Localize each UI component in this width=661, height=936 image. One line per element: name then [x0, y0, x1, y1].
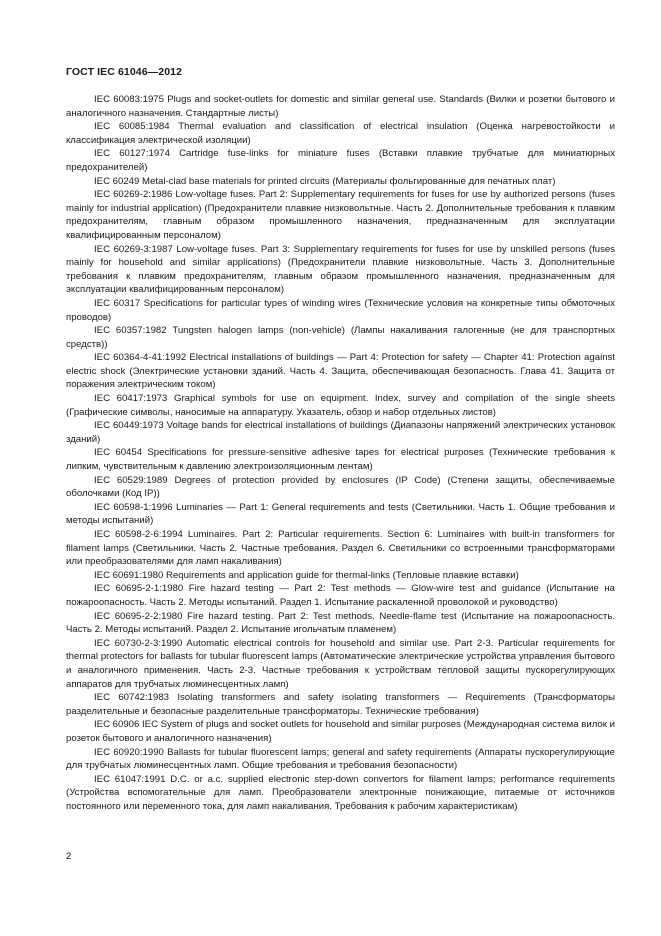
reference-item: IEC 60691:1980 Requirements and application guide for thermal-links (Тепловые плавкие вставки) [94, 569, 519, 581]
reference-item: IEC 60127:1974 Cartridge fuse-links for miniature fuses (Вставки плавкие трубчатые для миниатюрных предохранителей) [66, 148, 615, 173]
reference-item: IEC 60598-2-6:1994 Luminaires. Part 2: Particular requirements. Section 6: Luminaires with built-in transformers for filament lamps (Светильники. Часть 2. Частные требования. Раздел 6. Светильники со встроенными трансформаторами или преобразователями для ламп накаливания) [66, 529, 615, 568]
reference-item: IEC 60357:1982 Tungsten halogen lamps (non-vehicle) (Лампы накаливания галогенные (не для транспортных средств)) [66, 325, 615, 350]
reference-item: IEC 60083:1975 Plugs and socket-outlets for domestic and similar general use. Standards (Вилки и розетки бытового и аналогичного назначения. Стандартные листы) [66, 94, 615, 119]
reference-item: IEC 60364-4-41:1992 Electrical installations of buildings — Part 4: Protection for safety — Chapter 41: Protection against electric shock (Электрические установки зданий. Часть 4. Защита, обеспечивающая безопасность. Глава 41. Защита от поражения электрическим током) [66, 352, 615, 391]
reference-item: IEC 60317 Specifications for particular types of winding wires (Технические условия на конкретные типы обмоточных проводов) [66, 297, 615, 323]
reference-item: IEC 60598-1:1996 Luminaries — Part 1: General requirements and tests (Светильники. Часть 1. Общие требования и методы испытаний) [66, 501, 615, 527]
reference-item: IEC 60454 Specifications for pressure-sensitive adhesive tapes for electrical purposes (Технические требования к липким, чувствительным к давлению электроизоляционным лентам) [66, 447, 615, 473]
reference-item: IEC 60249 Metal-clad base materials for printed circuits (Материалы фольгированные для печатных плат) [94, 175, 556, 187]
reference-item: IEC 60417:1973 Graphical symbols for use on equipment. Index, survey and compilation of the single sheets (Графические символы, наносимые на аппаратуру. Указатель, обзор и набор отдельных листов) [66, 393, 615, 418]
reference-item: IEC 60449:1973 Voltage bands for electrical installations of buildings (Диапазоны напряжений электрических установок зданий) [66, 420, 615, 445]
reference-item: IEC 60269-3:1987 Low-voltage fuses. Part 3: Supplementary requirements for fuses for use by unskilled persons (fuses mainly for household and similar applications) (Предохранители плавкие низковольтные. Часть 3. Дополнительные требования к плавким предохранителям, главным образом промышленного назначения, предназначенным для эксплуатации квалифицированным персоналом) [66, 243, 615, 296]
document-header: ГОСТ IEC 61046—2012 [66, 66, 183, 78]
reference-item: IEC 60730-2-3:1990 Automatic electrical controls for household and similar use. Part 2-3. Particular requirements for thermal protectors for ballasts for tubular fluorescent lamps (Автоматические электрические устройства управления бытового и аналогичного применения. Часть 2-3. Частные требования к устройствам тепловой защиты пускорегулирующих аппаратов для трубчатых люминесцентных ламп) [66, 637, 615, 690]
reference-list [66, 93, 615, 813]
reference-item: IEC 60695-2-2:1980 Fire hazard testing. Part 2: Test methods. Needle-flame test (Испытание на пожароопасность. Часть 2. Методы испытаний. Раздел 2. Испытание игольчатым пламенем) [66, 610, 615, 636]
reference-item: IEC 60906 IEC System of plugs and socket outlets for household and similar purposes (Международная система вилок и розеток бытового и аналогичного назначения) [66, 719, 615, 744]
reference-item: IEC 60920:1990 Ballasts for tubular fluorescent lamps; general and safety requirements (Аппараты пускорегулирующие для трубчатых люминесцентных ламп. Общие требования и требования безопасности) [66, 746, 615, 772]
reference-item: IEC 60742:1983 Isolating transformers and safety isolating transformers — Requirements (Трансформаторы разделительные и безопасные разделительные трансформаторы. Технические требования) [66, 692, 615, 717]
reference-item: IEC 61047:1991 D.C. or a.c. supplied electronic step-down convertors for filament lamps; performance requirements (Устройства вспомогательные для ламп. Преобразователи электронные понижающие, питаемые от источников постоянного или переменного тока, для ламп накаливания. Требования к рабочим характеристикам) [66, 773, 615, 812]
reference-item: IEC 60529:1989 Degrees of protection provided by enclosures (IP Code) (Степени защиты, обеспечиваемые оболочками (Код IP)) [66, 474, 615, 500]
reference-item: IEC 60085:1984 Thermal evaluation and classification of electrical insulation (Оценка нагревостойкости и классификация электрической изоляции) [66, 121, 615, 146]
reference-item: IEC 60269-2:1986 Low-voltage fuses. Part 2: Supplementary requirements for fuses for use by authorized persons (fuses mainly for industrial application) (Предохранители плавкие низковольтные. Часть 2. Дополнительные требования к плавким предохранителям, главным образом промышленного назначения, предназначенным для эксплуатации квалифицированным персоналом) [66, 189, 615, 241]
page-number: 2 [66, 851, 72, 862]
reference-item: IEC 60695-2-1:1980 Fire hazard testing — Part 2: Test methods — Glow-wire test and guidance (Испытание на пожароопасность. Часть 2. Методы испытаний. Раздел 1. Испытание раскаленной проволокой и руководство) [66, 583, 615, 608]
